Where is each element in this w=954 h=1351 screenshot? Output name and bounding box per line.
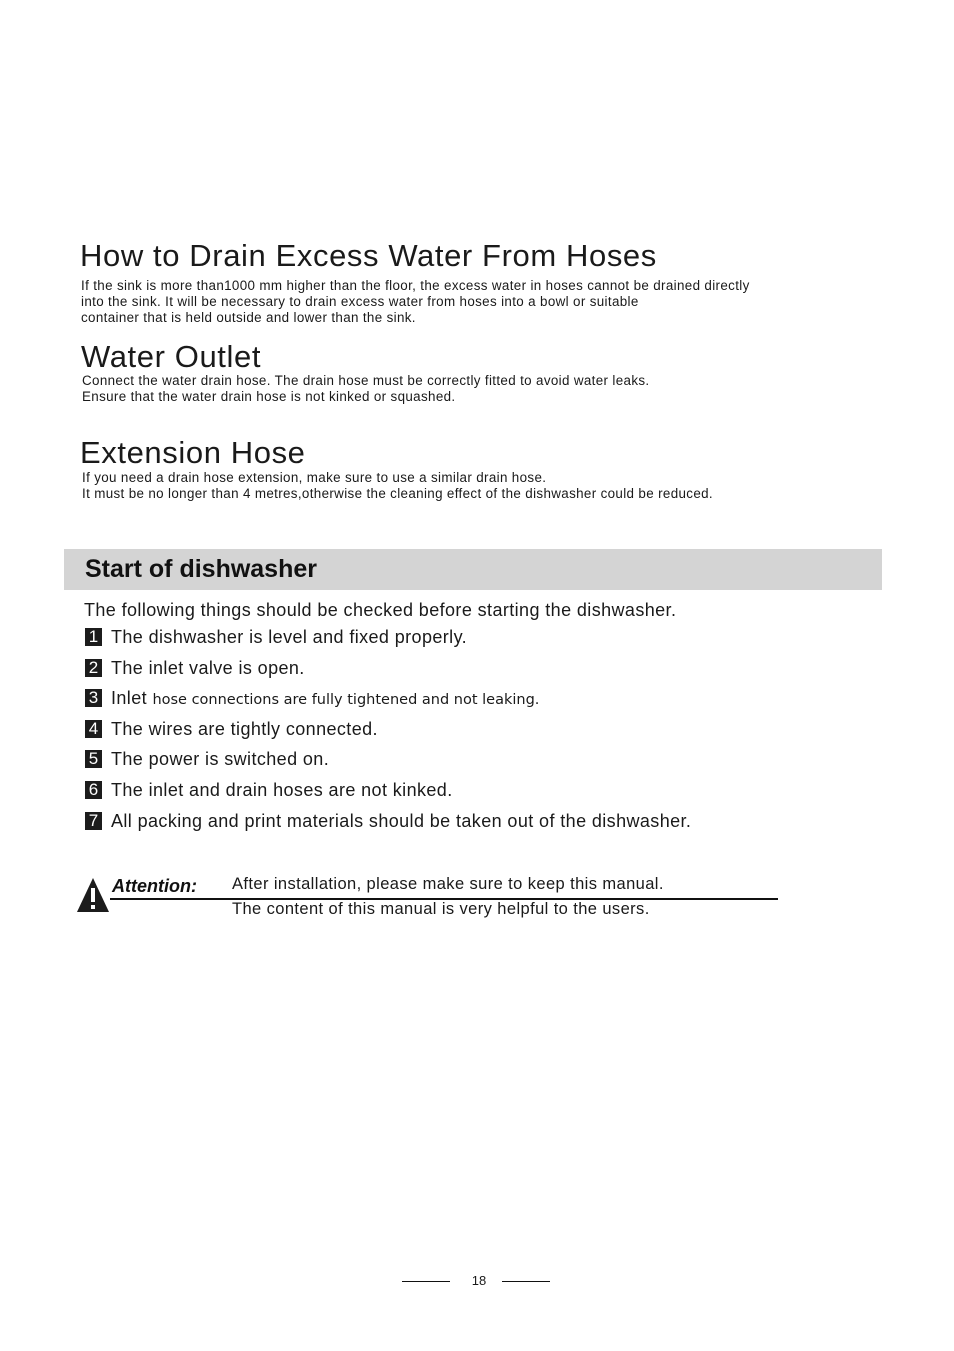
item-number-badge: 2	[85, 659, 102, 677]
checklist-item	[85, 658, 305, 678]
page-number: 18	[471, 1273, 487, 1288]
page-number-rule-left	[402, 1281, 450, 1282]
checklist-item	[85, 749, 329, 769]
item-text: The wires are tightly connected.	[111, 718, 378, 739]
checklist-item	[85, 688, 539, 708]
attention-line-1: After installation, please make sure to keep this manual.	[232, 875, 664, 893]
checklist-item	[85, 811, 691, 831]
page-number-rule-right	[502, 1281, 550, 1282]
section-title-water-outlet: Water Outlet	[81, 339, 262, 374]
section-body-drain-excess-water: If the sink is more than1000 mm higher than the floor, the excess water in hoses cannot be drained directly into the sink. It will be necessary to drain excess water from hoses into a bowl or suitable container that is held outside and lower than the sink.	[81, 278, 750, 325]
item-text	[111, 688, 539, 709]
section-title-drain-excess-water: How to Drain Excess Water From Hoses	[80, 238, 657, 273]
checklist-item	[85, 780, 453, 800]
checklist-intro: The following things should be checked before starting the dishwasher.	[84, 600, 677, 620]
section-title-extension-hose: Extension Hose	[80, 435, 306, 470]
item-text-tail: hose connections are fully tightened and not leaking.	[152, 691, 540, 708]
item-number-badge: 3	[85, 689, 102, 707]
item-text: The dishwasher is level and fixed properly.	[111, 626, 468, 647]
item-number-badge: 1	[85, 628, 102, 646]
item-number-badge: 5	[85, 750, 102, 768]
item-text: All packing and print materials should be taken out of the dishwasher.	[111, 810, 692, 831]
start-of-dishwasher-heading: Start of dishwasher	[85, 555, 317, 583]
start-of-dishwasher-banner	[64, 549, 882, 590]
item-text-lead: Inlet	[111, 687, 153, 708]
item-number-badge: 6	[85, 781, 102, 799]
checklist-item	[85, 719, 378, 739]
item-text: The inlet and drain hoses are not kinked.	[111, 779, 453, 800]
attention-line-2: The content of this manual is very helpful to the users.	[232, 900, 650, 918]
item-number-badge: 4	[85, 720, 102, 738]
warning-triangle-icon	[76, 877, 110, 913]
item-number-badge: 7	[85, 812, 102, 830]
checklist-item	[85, 627, 467, 647]
item-text: The power is switched on.	[111, 748, 330, 769]
item-text: The inlet valve is open.	[111, 657, 305, 678]
section-body-extension-hose: If you need a drain hose extension, make sure to use a similar drain hose. It must be no longer than 4 metres,otherwise the cleaning effect of the dishwasher could be reduced.	[82, 470, 713, 501]
section-body-water-outlet: Connect the water drain hose. The drain hose must be correctly fitted to avoid water leaks. Ensure that the water drain hose is not kinked or squashed.	[82, 373, 650, 404]
attention-label: Attention:	[112, 876, 197, 896]
